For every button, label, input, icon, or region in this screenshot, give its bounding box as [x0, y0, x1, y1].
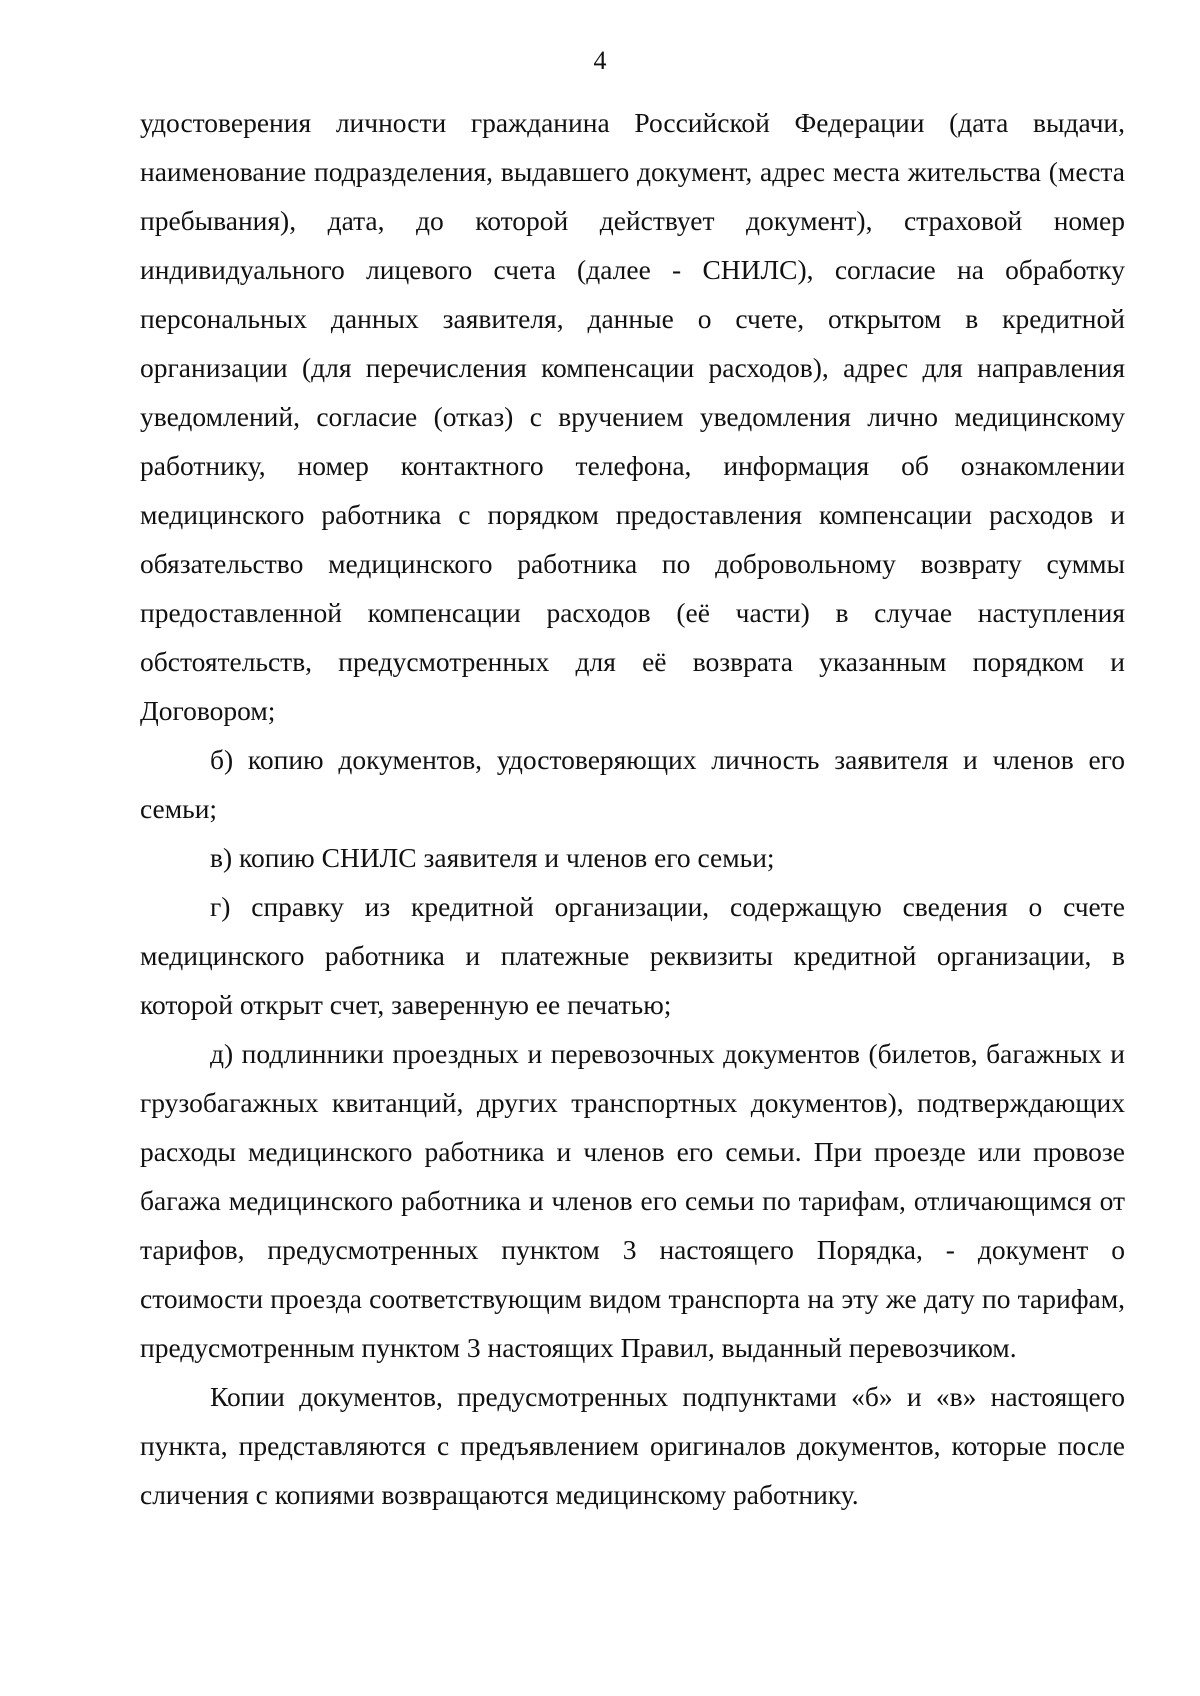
paragraph-applicant-data: удостоверения личности гражданина Российской Федерации (дата выдачи, наименование подразделения, выдавшего документ, адрес места жительства (места пребывания), дата, до которой действует документ), страховой номер индивидуального лицевого счета (далее - СНИЛС), согласие на обработку персональных данных заявителя, данные о счете, открытом в кредитной организации (для перечисления компенсации расходов), адрес для направления уведомлений, согласие (отказ) с вручением уведомления лично медицинскому работнику, номер контактного телефона, информация об ознакомлении медицинского работника с порядком предоставления компенсации расходов и обязательство медицинского работника по добровольному возврату суммы предоставленной компенсации расходов (её части) в случае наступления обстоятельств, предусмотренных для её возврата указанным порядком и Договором;	[140, 107, 1125, 726]
paragraph-item-d: д) подлинники проездных и перевозочных документов (билетов, багажных и грузобагажных квитанций, других транспортных документов), подтверждающих расходы медицинского работника и членов его семьи. При проезде или провозе багажа медицинского работника и членов его семьи по тарифам, отличающимся от тарифов, предусмотренных пунктом 3 настоящего Порядка, - документ о стоимости проезда соответствующим видом транспорта на эту же дату по тарифам, предусмотренным пунктом 3 настоящих Правил, выданный перевозчиком.	[140, 1038, 1125, 1363]
paragraph-item-v: в) копию СНИЛС заявителя и членов его семьи;	[210, 842, 775, 873]
paragraph-copies-note: Копии документов, предусмотренных подпунктами «б» и «в» настоящего пункта, представляются с предъявлением оригиналов документов, которые после сличения с копиями возвращаются медицинскому работнику.	[140, 1381, 1125, 1510]
document-body	[140, 98, 1125, 1519]
paragraph-item-b: б) копию документов, удостоверяющих личность заявителя и членов его семьи;	[140, 744, 1125, 824]
paragraph-item-g: г) справку из кредитной организации, содержащую сведения о счете медицинского работника и платежные реквизиты кредитной организации, в которой открыт счет, заверенную ее печатью;	[140, 891, 1125, 1020]
page-number: 4	[593, 46, 607, 75]
